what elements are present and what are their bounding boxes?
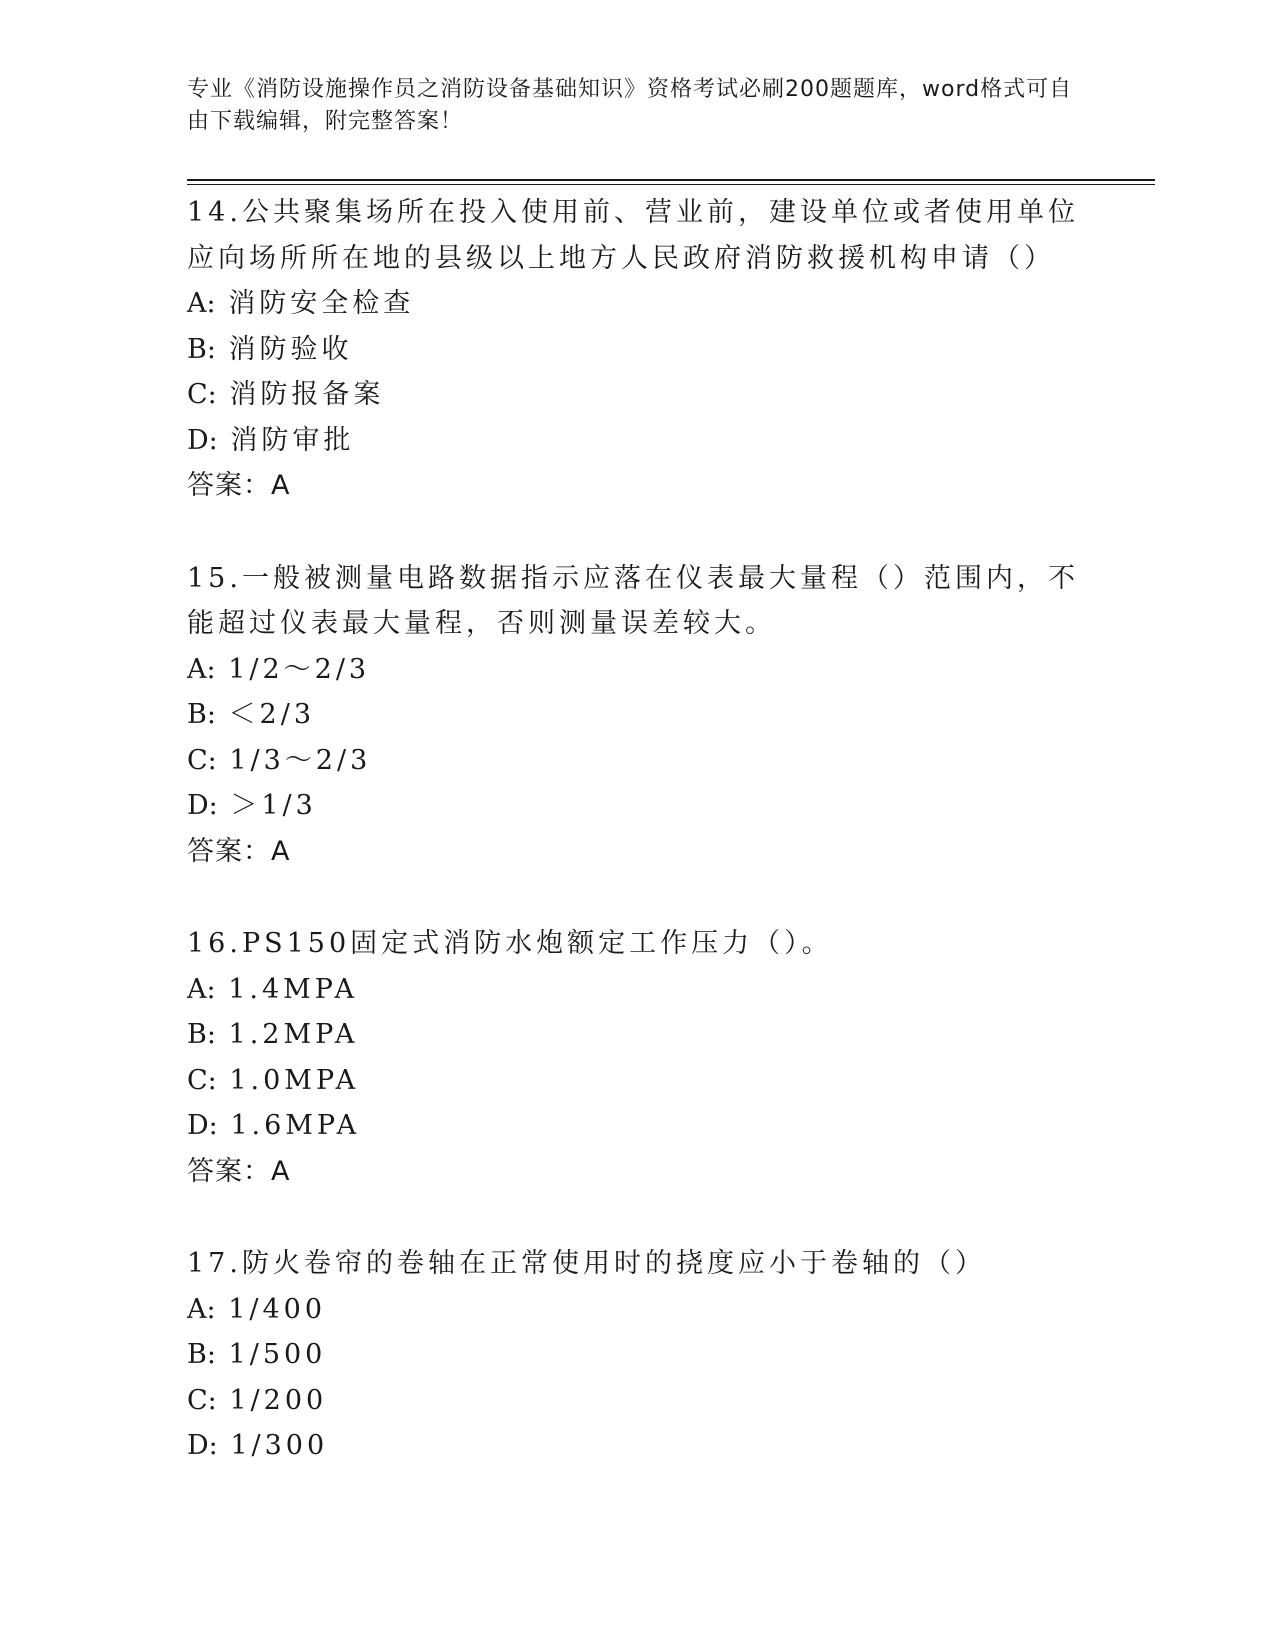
question-17 — [187, 1241, 1087, 1469]
option-text: 1.2MPA — [228, 1019, 359, 1050]
option-c — [187, 372, 1087, 418]
option-d — [187, 1423, 1087, 1469]
question-text: 15.一般被测量电路数据指示应落在仪表最大量程（）范围内，不能超过仪表最大量程，否则测量误差较大。 — [187, 562, 1079, 639]
option-b — [187, 1332, 1087, 1378]
option-b — [187, 692, 1087, 738]
option-text: 1/500 — [228, 1339, 327, 1370]
option-d — [187, 1103, 1087, 1149]
option-text: 1.4MPA — [228, 973, 358, 1005]
question-text: 16.PS150固定式消防水炮额定工作压力（）。 — [187, 928, 833, 959]
option-key: D: — [187, 1110, 218, 1141]
option-key: B: — [187, 333, 216, 365]
question-16 — [187, 921, 1087, 1194]
option-c — [187, 738, 1087, 784]
option-a — [187, 281, 1087, 327]
question-text: 14.公共聚集场所在投入使用前、营业前，建设单位或者使用单位应向场所所在地的县级以上地方人民政府消防救援机构申请（） — [187, 197, 1079, 274]
option-key: B: — [187, 1019, 216, 1050]
option-key: C: — [187, 379, 217, 410]
option-d — [187, 783, 1087, 829]
option-text: 1/400 — [228, 1293, 327, 1325]
option-key: C: — [187, 1064, 217, 1096]
option-text: 消防审批 — [230, 424, 355, 456]
option-key: B: — [187, 1339, 216, 1370]
option-text: ＜2/3 — [228, 699, 315, 730]
option-key: A: — [187, 1293, 216, 1325]
question-list — [187, 190, 1087, 1516]
answer-line: 答案：A — [187, 1155, 291, 1187]
option-key: B: — [187, 699, 216, 730]
document-header: 专业《消防设施操作员之消防设备基础知识》资格考试必刷200题题库，word格式可自由下载编辑，附完整答案！ — [187, 77, 1073, 134]
option-text: 消防安全检查 — [228, 288, 415, 319]
option-key: D: — [187, 1430, 218, 1461]
option-b — [187, 327, 1087, 373]
option-text: 1/3～2/3 — [229, 744, 372, 776]
option-key: A: — [187, 288, 216, 319]
option-key: A: — [187, 973, 216, 1005]
option-text: 消防验收 — [228, 333, 353, 365]
answer-line: 答案：A — [187, 835, 291, 867]
header-rule-thick — [187, 179, 1155, 181]
option-a — [187, 1287, 1087, 1333]
option-c — [187, 1058, 1087, 1104]
question-text: 17.防火卷帘的卷轴在正常使用时的挠度应小于卷轴的（） — [187, 1248, 986, 1279]
option-text: 1/200 — [229, 1384, 328, 1416]
option-key: D: — [187, 790, 218, 821]
option-a — [187, 647, 1087, 693]
option-a — [187, 967, 1087, 1013]
option-key: C: — [187, 744, 217, 776]
option-text: 1/300 — [230, 1430, 329, 1461]
option-text: 1.0MPA — [229, 1064, 360, 1096]
header-rule-thin — [187, 184, 1155, 185]
option-d — [187, 418, 1087, 464]
answer-line: 答案：A — [187, 470, 291, 501]
option-key: A: — [187, 653, 216, 685]
question-14 — [187, 190, 1087, 509]
option-key: D: — [187, 424, 218, 456]
question-15 — [187, 556, 1087, 875]
option-text: 1.6MPA — [230, 1110, 361, 1141]
option-text: ＞1/3 — [230, 790, 317, 821]
option-b — [187, 1012, 1087, 1058]
option-key: C: — [187, 1384, 217, 1416]
option-text: 消防报备案 — [229, 379, 385, 410]
option-c — [187, 1378, 1087, 1424]
option-text: 1/2～2/3 — [228, 653, 371, 685]
